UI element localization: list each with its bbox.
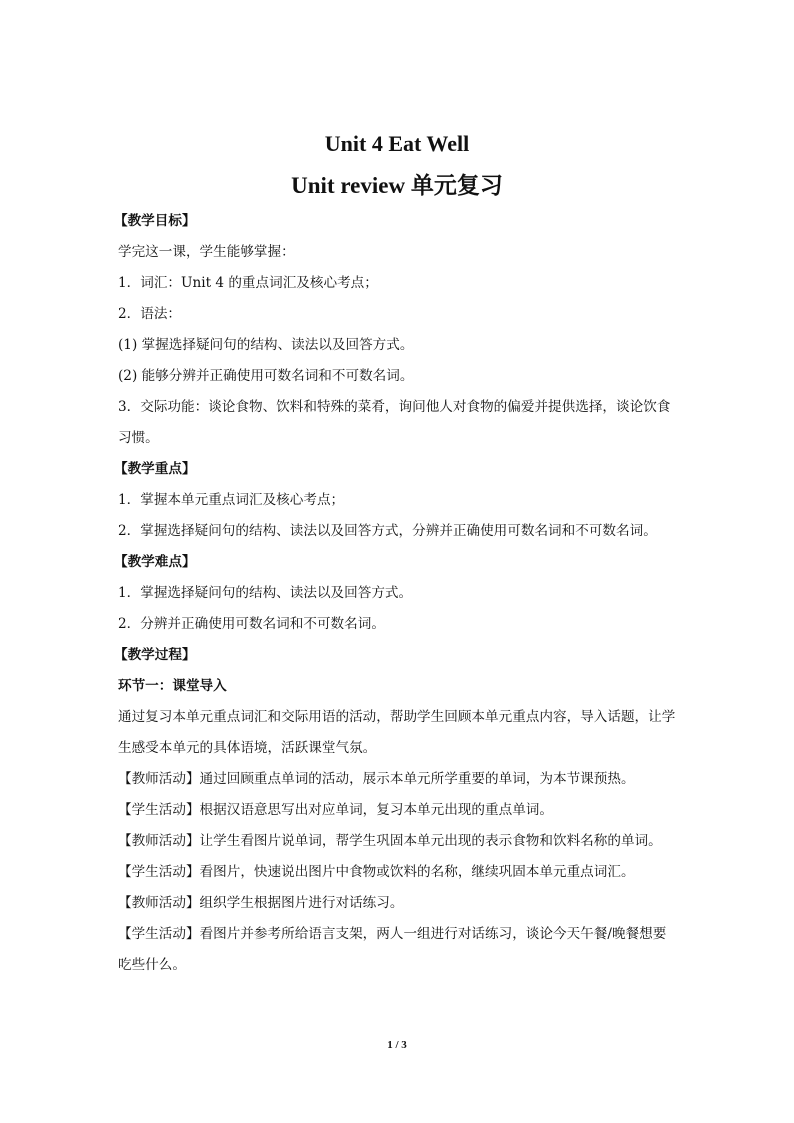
step-heading: 环节一：课堂导入 xyxy=(118,678,227,694)
student-activity: 【学生活动】看图片，快速说出图片中食物或饮料的名称，继续巩固本单元重点词汇。 xyxy=(118,864,635,880)
teacher-activity: 【教师活动】组织学生根据图片进行对话练习。 xyxy=(118,895,404,911)
difficulty-item: 2．分辨并正确使用可数名词和不可数名词。 xyxy=(118,616,385,632)
document-title: Unit 4 Eat Well xyxy=(324,131,470,156)
section-heading-key-points: 【教学重点】 xyxy=(114,461,196,477)
document-subtitle: Unit review 单元复习 xyxy=(291,173,503,198)
key-point-item: 2．掌握选择疑问句的结构、读法以及回答方式，分辨并正确使用可数名词和不可数名词。 xyxy=(118,523,657,539)
teacher-activity: 【教师活动】通过回顾重点单词的活动，展示本单元所学重要的单词，为本节课预热。 xyxy=(118,771,635,787)
step-intro: 通过复习本单元重点词汇和交际用语的活动，帮助学生回顾本单元重点内容，导入话题，让学生感受本单元的具体语境，活跃课堂气氛。 xyxy=(118,709,676,756)
section-heading-process: 【教学过程】 xyxy=(114,647,196,663)
page-number: 1 / 3 xyxy=(387,1039,407,1051)
section-heading-difficulties: 【教学难点】 xyxy=(114,554,196,570)
teacher-activity: 【教师活动】让学生看图片说单词，帮学生巩固本单元出现的表示食物和饮料名称的单词。 xyxy=(118,833,662,849)
document-body xyxy=(114,206,678,981)
objective-subitem: (1) 掌握选择疑问句的结构、读法以及回答方式。 xyxy=(118,337,414,353)
student-activity: 【学生活动】根据汉语意思写出对应单词，复习本单元出现的重点单词。 xyxy=(118,802,553,818)
section-heading-objectives: 【教学目标】 xyxy=(114,213,196,229)
student-activity: 【学生活动】看图片并参考所给语言支架，两人一组进行对话练习，谈论今天午餐/晚餐想要吃些什么。 xyxy=(118,926,667,973)
objective-item: 3．交际功能：谈论食物、饮料和特殊的菜肴，询问他人对食物的偏爱并提供选择，谈论饮食习惯。 xyxy=(118,399,671,446)
objective-item: 1．词汇：Unit 4 的重点词汇及核心考点； xyxy=(118,275,378,291)
objectives-intro: 学完这一课，学生能够掌握： xyxy=(118,244,295,260)
objective-item: 2．语法： xyxy=(118,306,182,322)
difficulty-item: 1．掌握选择疑问句的结构、读法以及回答方式。 xyxy=(118,585,413,601)
objective-subitem: (2) 能够分辨并正确使用可数名词和不可数名词。 xyxy=(118,368,414,384)
key-point-item: 1．掌握本单元重点词汇及核心考点； xyxy=(118,492,345,508)
